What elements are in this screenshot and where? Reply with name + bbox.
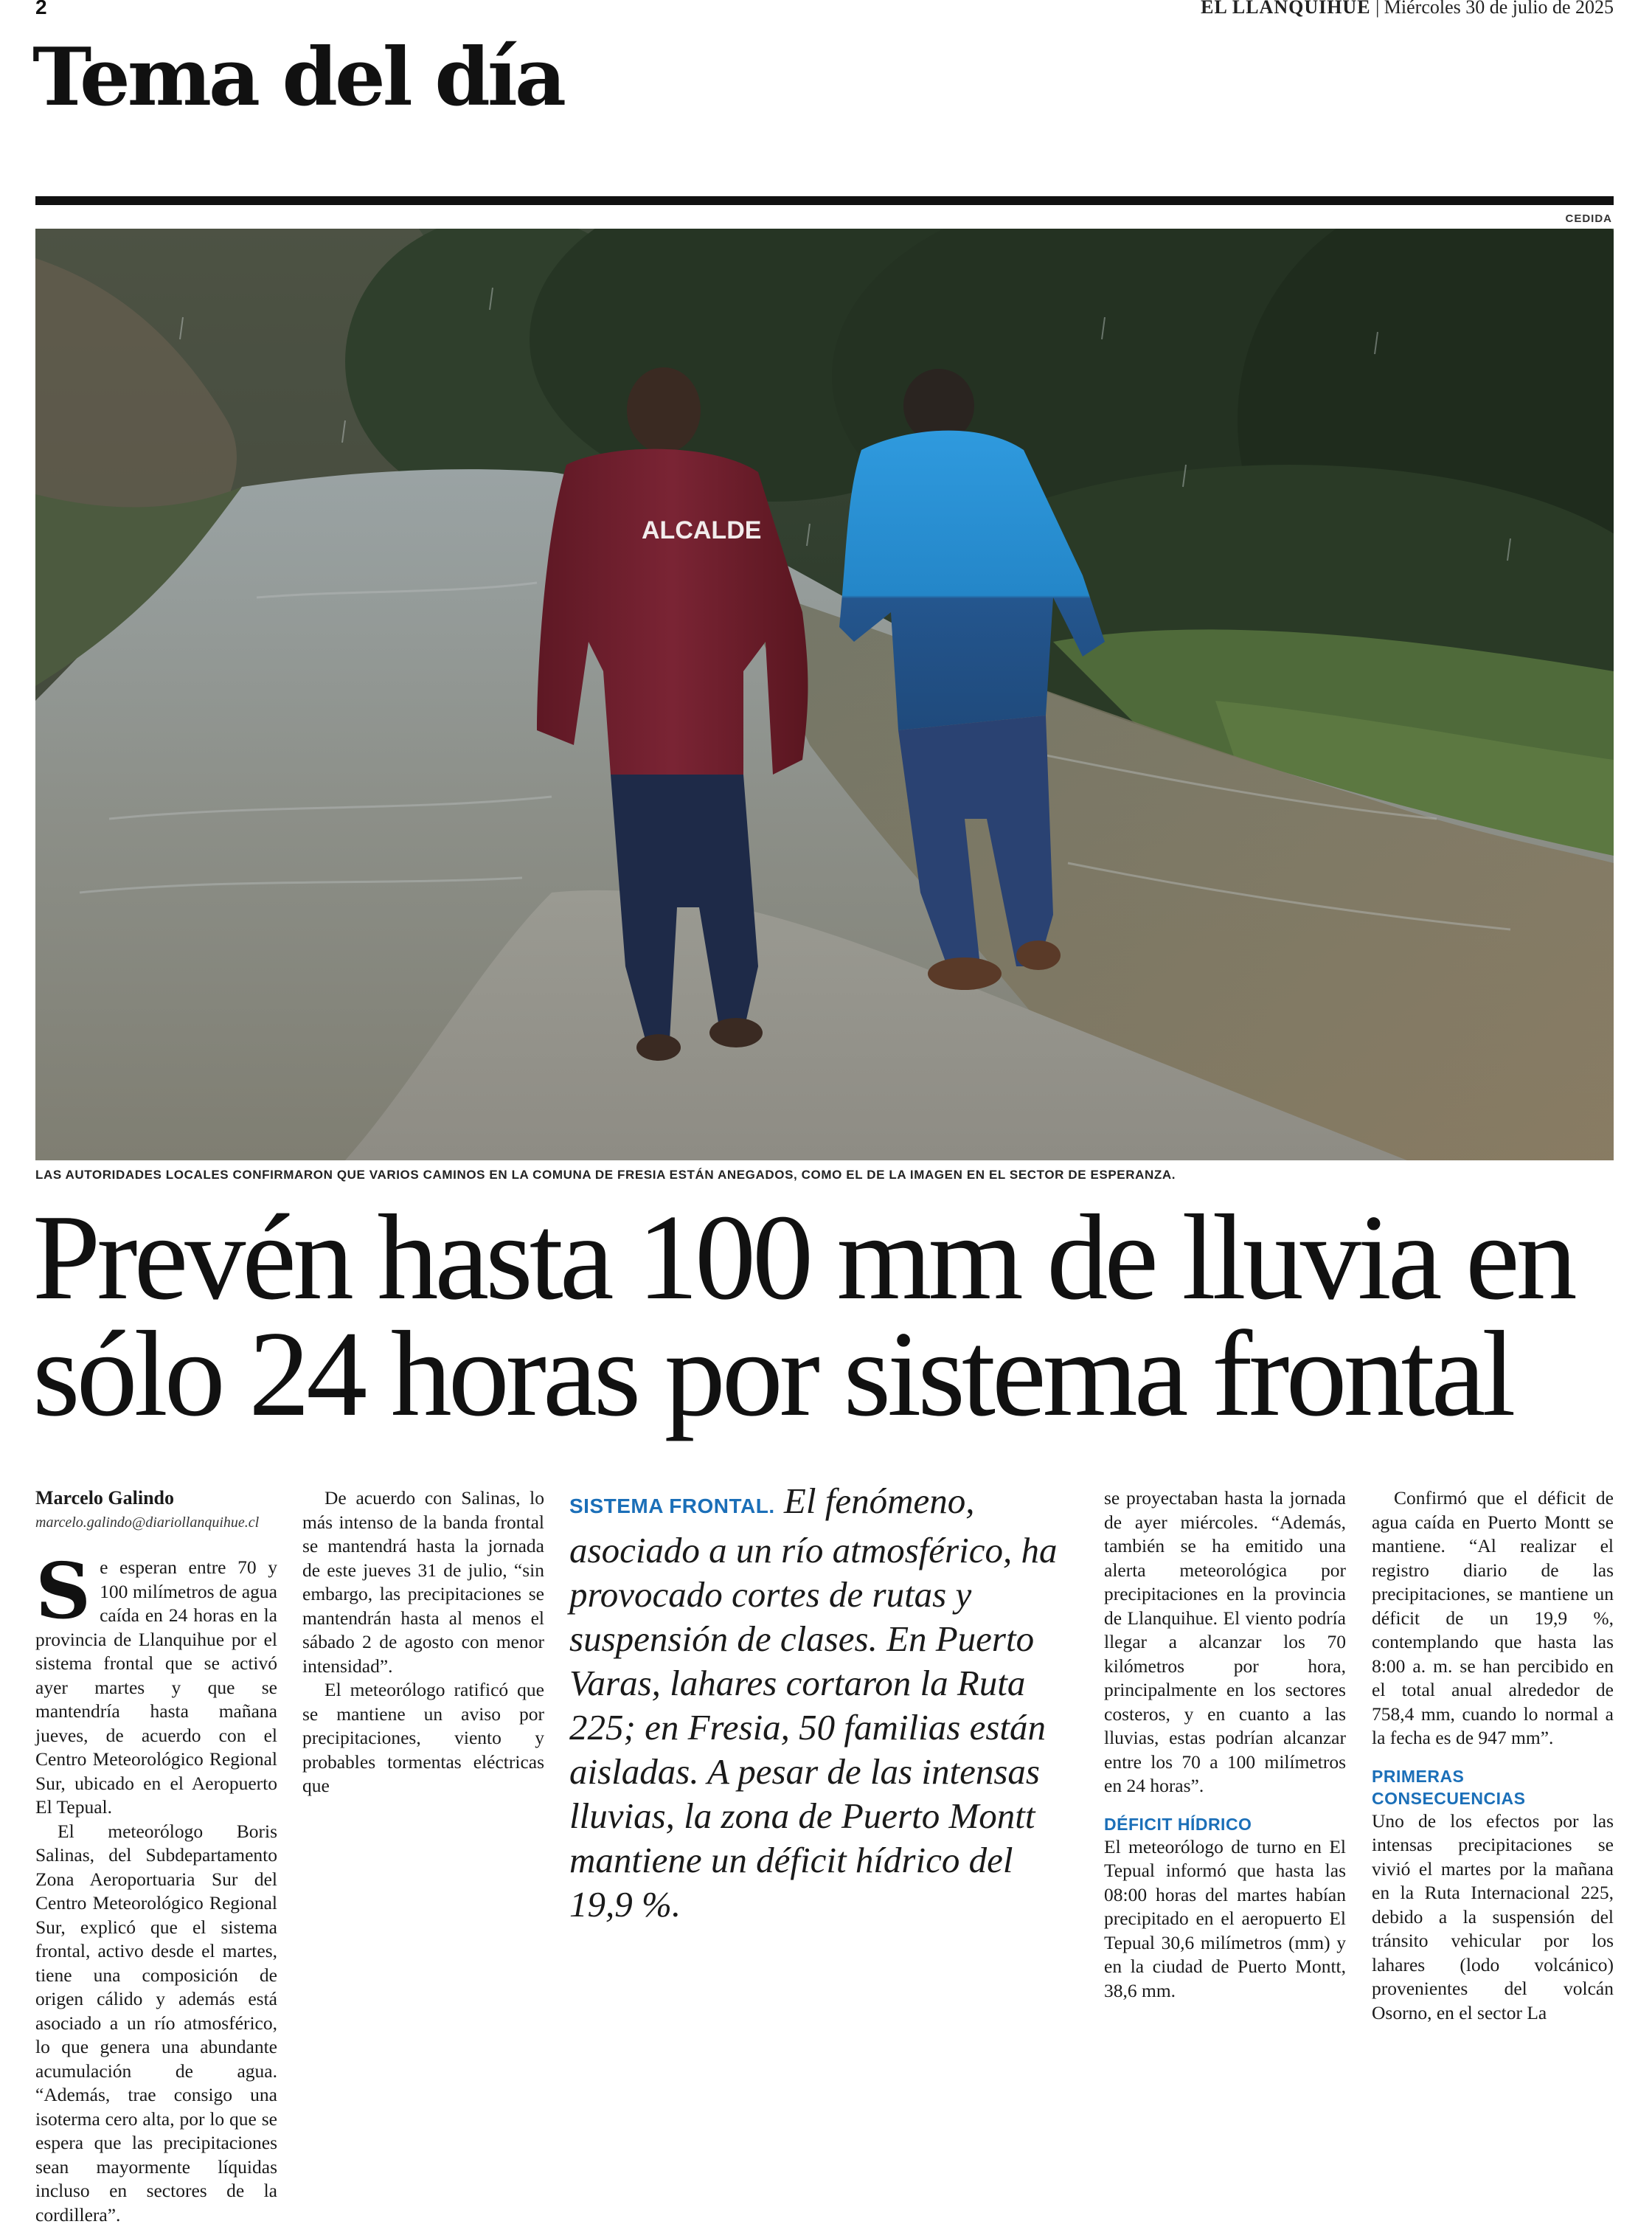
subhead-deficit: DÉFICIT HÍDRICO: [1104, 1813, 1346, 1835]
headline: [32, 1199, 1625, 1432]
flooded-road-photo: [35, 229, 1614, 1160]
paragraph-text: e esperan entre 70 y 100 milímetros de agua caída en 24 horas en la provincia de Llanquihue por el sistema frontal que se activó ayer martes y que se mantendría hasta mañana jueves, de acuerdo con el Centro Meteorológico Regional Sur, ubicado en el Aeropuerto El Tepual.: [35, 1556, 277, 1818]
article-column-2: [302, 1486, 544, 1798]
article-paragraph: Uno de los efectos por las intensas precipitaciones se vivió el martes por la mañana en la Ruta Internacional 225, debido a la suspensión del tránsito vehicular por los lahares (lodo volcánico) provenientes del volcán Osorno, en el sector La: [1372, 1809, 1614, 2026]
subhead-consequences: PRIMERAS CONSECUENCIAS: [1372, 1765, 1614, 1809]
headline-line-2: sólo 24 horas por sistema frontal: [32, 1315, 1625, 1432]
article-paragraph: El meteorólogo de turno en El Tepual informó que hasta las 08:00 horas del martes habían precipitado en el aeropuerto El Tepual 30,6 milímetros (mm) y en la ciudad de Puerto Montt, 38,6 mm.: [1104, 1835, 1346, 2003]
pull-quote: [569, 1479, 1078, 1927]
article-paragraph: [35, 1556, 277, 1820]
section-rule: [35, 196, 1614, 205]
photo-caption: LAS AUTORIDADES LOCALES CONFIRMARON QUE VARIOS CAMINOS EN LA COMUNA DE FRESIA ESTÁN ANEGADOS, COMO EL DE LA IMAGEN EN EL SECTOR DE ESPERANZA.: [35, 1168, 1614, 1182]
photo-credit: CEDIDA: [1565, 212, 1612, 225]
newspaper-name: EL LLANQUIHUE: [1201, 0, 1370, 18]
article-column-1: [35, 1486, 277, 2227]
article-paragraph: se proyectaban hasta la jornada de ayer miércoles. “Además, también se ha emitido una alerta meteorológica por precipitaciones en la provincia de Llanquihue. El viento podría llegar a alcanzar los 70 kilómetros por hora, principalmente en los sectores costeros, y en cuanto a las lluvias, estas podrían alcanzar entre los 70 a 100 milímetros en 24 horas”.: [1104, 1486, 1346, 1798]
headline-line-1: Prevén hasta 100 mm de lluvia en: [32, 1199, 1625, 1315]
masthead-divider: |: [1375, 0, 1384, 18]
article-column-4: [1104, 1486, 1346, 2003]
byline-email: marcelo.galindo@diariollanquihue.cl: [35, 1510, 277, 1535]
byline-name: Marcelo Galindo: [35, 1486, 277, 1510]
issue-date: Miércoles 30 de julio de 2025: [1384, 0, 1614, 18]
article-paragraph: De acuerdo con Salinas, lo más intenso de la banda frontal se mantendrá hasta la jornada de este jueves 31 de julio, “sin embargo, las precipitaciones se mantendrán hasta al menos el sábado 2 de agosto con menor intensidad”.: [302, 1486, 544, 1678]
pull-quote-text: El fenómeno, asociado a un río atmosférico, ha provocado cortes de rutas y suspensión de clases. En Puerto Varas, lahares cortaron la Ruta 225; en Fresia, 50 familias están aisladas. A pesar de las intensas lluvias, la zona de Puerto Montt mantiene un déficit hídrico del 19,9 %.: [569, 1480, 1057, 1925]
page-number: 2: [35, 0, 47, 15]
masthead: [1201, 0, 1614, 15]
article-paragraph: El meteorólogo ratificó que se mantiene un aviso por precipitaciones, viento y probables tormentas eléctricas que: [302, 1678, 544, 1798]
drop-cap: S: [35, 1559, 91, 1624]
section-title: Tema del día: [32, 30, 563, 125]
article-paragraph: El meteorólogo Boris Salinas, del Subdepartamento Zona Aeroportuaria Sur del Centro Meteorológico Regional Sur, explicó que el sistema frontal, activo desde el martes, tiene una composición de origen cálido y además está asociado a un río atmosférico, lo que genera una abundante acumulación de agua. “Además, trae consigo una isoterma cero alta, por lo que se espera que las precipitaciones sean mayormente líquidas incluso en sectores de la cordillera”.: [35, 1820, 277, 2227]
article-column-5: [1372, 1486, 1614, 2025]
pull-quote-kicker: SISTEMA FRONTAL.: [569, 1495, 775, 1517]
article-paragraph: Confirmó que el déficit de agua caída en Puerto Montt se mantiene. “Al realizar el registro diario de las precipitaciones, se mantiene un déficit de un 19,9 %, contemplando que hasta las 8:00 a. m. se han percibido en el total anual alrededor de 758,4 mm, cuando lo normal a la fecha es de 947 mm”.: [1372, 1486, 1614, 1750]
jacket-label: ALCALDE: [642, 516, 761, 544]
